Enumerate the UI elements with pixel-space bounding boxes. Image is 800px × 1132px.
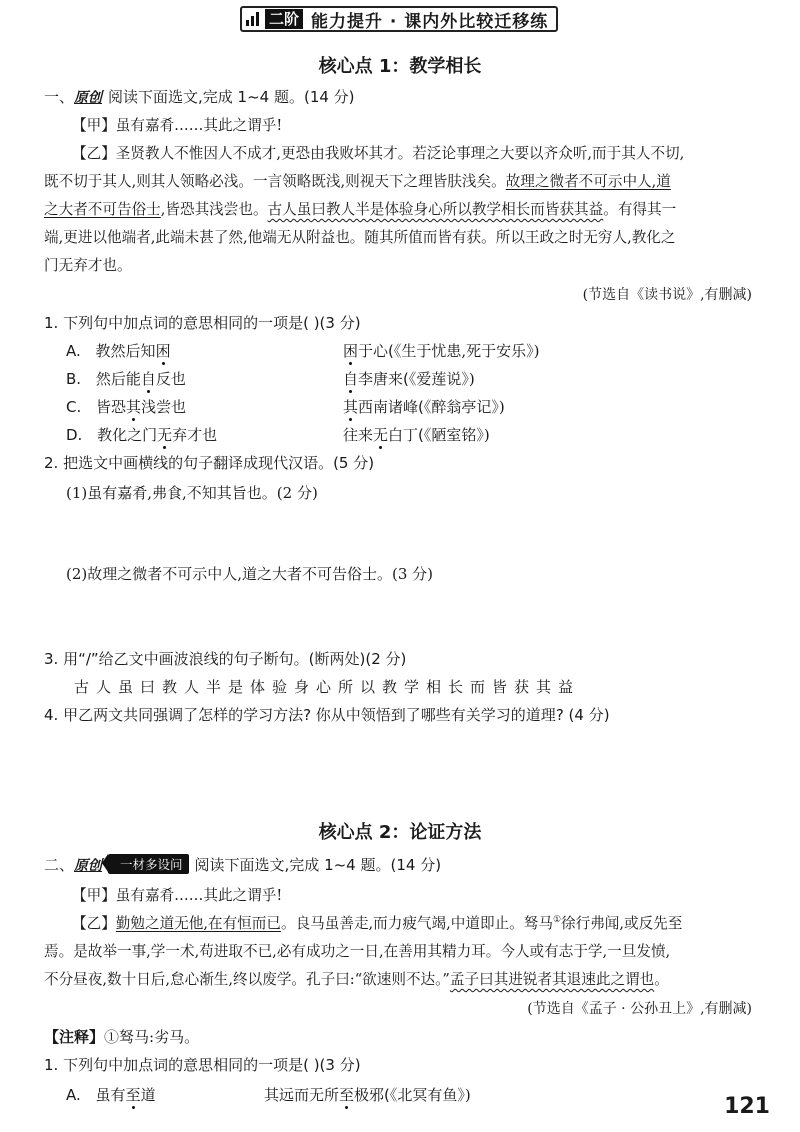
section1-intro: [44, 86, 355, 107]
dotted-word: 至: [125, 1086, 141, 1104]
underlined-sentence: 勤勉之道无他,在有恒而已: [115, 915, 281, 932]
book-title: 《陋室铭》): [423, 426, 490, 444]
punctuation-sentence: 古人虽曰教人半是体验身心所以教学相长而皆获其益: [74, 678, 581, 696]
option-a: [66, 340, 171, 361]
option-b-right: [343, 368, 475, 389]
text-span: 。: [654, 971, 669, 988]
footnote: [44, 1026, 199, 1047]
passage1-source: (节选自《读书说》,有删减): [582, 287, 752, 303]
text-span: 徐行弗闻,或反先至: [561, 915, 683, 932]
text-span: 虽有: [95, 1086, 126, 1104]
intro-number: 二、: [44, 856, 75, 874]
option-d-right: [343, 424, 490, 445]
text-span: 弃才也: [172, 426, 218, 444]
text-span: 道: [140, 1086, 156, 1104]
question-2-stem: 2. 把选文中画横线的句子翻译成现代汉语。(5 分): [44, 454, 375, 472]
text-span: 往来: [343, 426, 374, 444]
question-1-stem: 1. 下列句中加点词的意思相同的一项是( )(3 分): [44, 1056, 361, 1074]
question-2-sub2: (2)故理之微者不可示中人,道之大者不可告俗士。(3 分): [66, 565, 434, 583]
passage2-yi-line: 焉。是故举一事,学一术,苟进取不已,必有成功之一日,在善用其精力耳。今人或有志于学,一旦发愤,: [44, 943, 671, 960]
text-span: 。有得其一: [603, 201, 677, 218]
option-a-right: [264, 1084, 471, 1105]
text-span: 白丁(: [388, 426, 424, 444]
text-span: 极邪(: [354, 1086, 390, 1104]
bar-chart-icon: [246, 12, 262, 26]
passage1-yi-line: 端,更进以他端者,此端未甚了然,他端无从附益也。随其所值而皆有获。所以王政之时无穷人,教化之: [44, 229, 676, 246]
dotted-word: 其: [343, 398, 359, 416]
text-span: 浅尝也: [141, 398, 187, 416]
underlined-sentence: 故理之微者不可示中人,道: [505, 173, 671, 190]
option-label: A.: [66, 342, 81, 360]
passage2-yi-line: [44, 968, 669, 989]
underlined-sentence: 之大者不可告俗士: [44, 201, 161, 218]
dotted-word: 其: [126, 398, 142, 416]
section1-title: 核心点 1：教学相长: [318, 56, 482, 77]
section-banner: [240, 6, 558, 32]
passage1-yi-line: 门无弃才也。: [44, 257, 132, 274]
text-span: 其远而无所: [264, 1086, 340, 1104]
option-label: B.: [66, 370, 82, 388]
banner-title: 能力提升 · 课内外比较迁移练: [311, 11, 549, 32]
intro-text: 阅读下面选文,完成 1~4 题。(14 分): [108, 88, 355, 106]
passage1-yi-line: [44, 198, 676, 219]
text-span: 然后能: [95, 370, 141, 388]
dotted-word: 至: [339, 1086, 355, 1104]
option-b: [66, 368, 186, 389]
passage2-yi-line: [72, 912, 682, 933]
question-2-sub1: (1)虽有嘉肴,弗食,不知其旨也。(2 分): [66, 484, 318, 502]
intro-text: 阅读下面选文,完成 1~4 题。(14 分): [194, 856, 442, 874]
option-d: [66, 424, 217, 445]
footnote-head: 【注释】: [44, 1028, 105, 1046]
option-label: D.: [66, 426, 83, 444]
book-title: 《北冥有鱼》): [389, 1086, 471, 1104]
book-title: 《生于忧患,死于安乐》): [393, 342, 540, 360]
text-span: 李唐来(: [358, 370, 409, 388]
dotted-word: 自: [140, 370, 156, 388]
book-title: 《爱莲说》): [408, 370, 475, 388]
passage1-yi-line: [44, 170, 671, 191]
footnote-text: ①驽马:劣马。: [104, 1028, 200, 1046]
option-c: [66, 396, 186, 417]
passage1-jia: 【甲】虽有嘉肴……其此之谓乎!: [72, 117, 283, 134]
original-tag: 原创: [74, 858, 103, 874]
text-span: 西南诸峰(: [358, 398, 424, 416]
text-span: 皆恐: [96, 398, 127, 416]
section2-intro: [44, 854, 441, 875]
wavy-sentence: 古人虽曰教人半是体验身心所以教学相长而皆获其益: [267, 201, 604, 218]
option-a-right: [343, 340, 540, 361]
passage2-source: (节选自《孟子 · 公孙丑上》,有删减): [527, 1001, 752, 1017]
book-title: 《醉翁亭记》): [423, 398, 505, 416]
footnote-marker: ①: [552, 915, 562, 926]
wavy-sentence: 孟子曰其进锐者其退速此之谓也: [449, 971, 655, 988]
text-span: 不分昼夜,数十日后,怠心渐生,终以废学。孔子曰:“欲速则不达。”: [44, 971, 450, 988]
text-span: 【乙】: [72, 915, 116, 932]
option-c-right: [343, 396, 505, 417]
dotted-word: 困: [343, 342, 359, 360]
question-3-stem: 3. 用“/”给乙文中画波浪线的句子断句。(断两处)(2 分): [44, 650, 407, 668]
dotted-word: 困: [155, 342, 171, 360]
banner-tier: 二阶: [265, 9, 303, 29]
text-span: 于心(: [358, 342, 394, 360]
text-span: 反也: [155, 370, 186, 388]
passage1-yi-line: 【乙】圣贤教人不惟因人不成才,更恐由我败坏其才。若泛论事理之大要以齐众听,而于其人不切,: [72, 145, 685, 162]
text-span: 教化之门: [97, 426, 158, 444]
dotted-word: 无: [157, 426, 173, 444]
option-label: C.: [66, 398, 82, 416]
question-1-stem: 1. 下列句中加点词的意思相同的一项是( )(3 分): [44, 314, 361, 332]
page-number: 121: [724, 1094, 770, 1119]
option-a: [66, 1084, 156, 1105]
intro-number: 一、: [44, 88, 75, 106]
section2-title: 核心点 2：论证方法: [318, 822, 482, 843]
text-span: ,皆恐其浅尝也。: [160, 201, 268, 218]
dotted-word: 无: [373, 426, 389, 444]
text-span: 既不切于其人,则其人领略必浅。一言领略既浅,则视天下之理皆肤浅矣。: [44, 173, 506, 190]
text-span: 教然后知: [95, 342, 156, 360]
text-span: 。良马虽善走,而力疲气竭,中道即止。驽马: [280, 915, 553, 932]
question-4-stem: 4. 甲乙两文共同强调了怎样的学习方法? 你从中领悟到了哪些有关学习的道理? (4 分): [44, 706, 610, 724]
dotted-word: 自: [343, 370, 359, 388]
multi-question-tag: 一材多设问: [108, 854, 189, 874]
original-tag: 原创: [74, 90, 103, 106]
option-label: A.: [66, 1086, 81, 1104]
passage2-jia: 【甲】虽有嘉肴……其此之谓乎!: [72, 887, 283, 904]
